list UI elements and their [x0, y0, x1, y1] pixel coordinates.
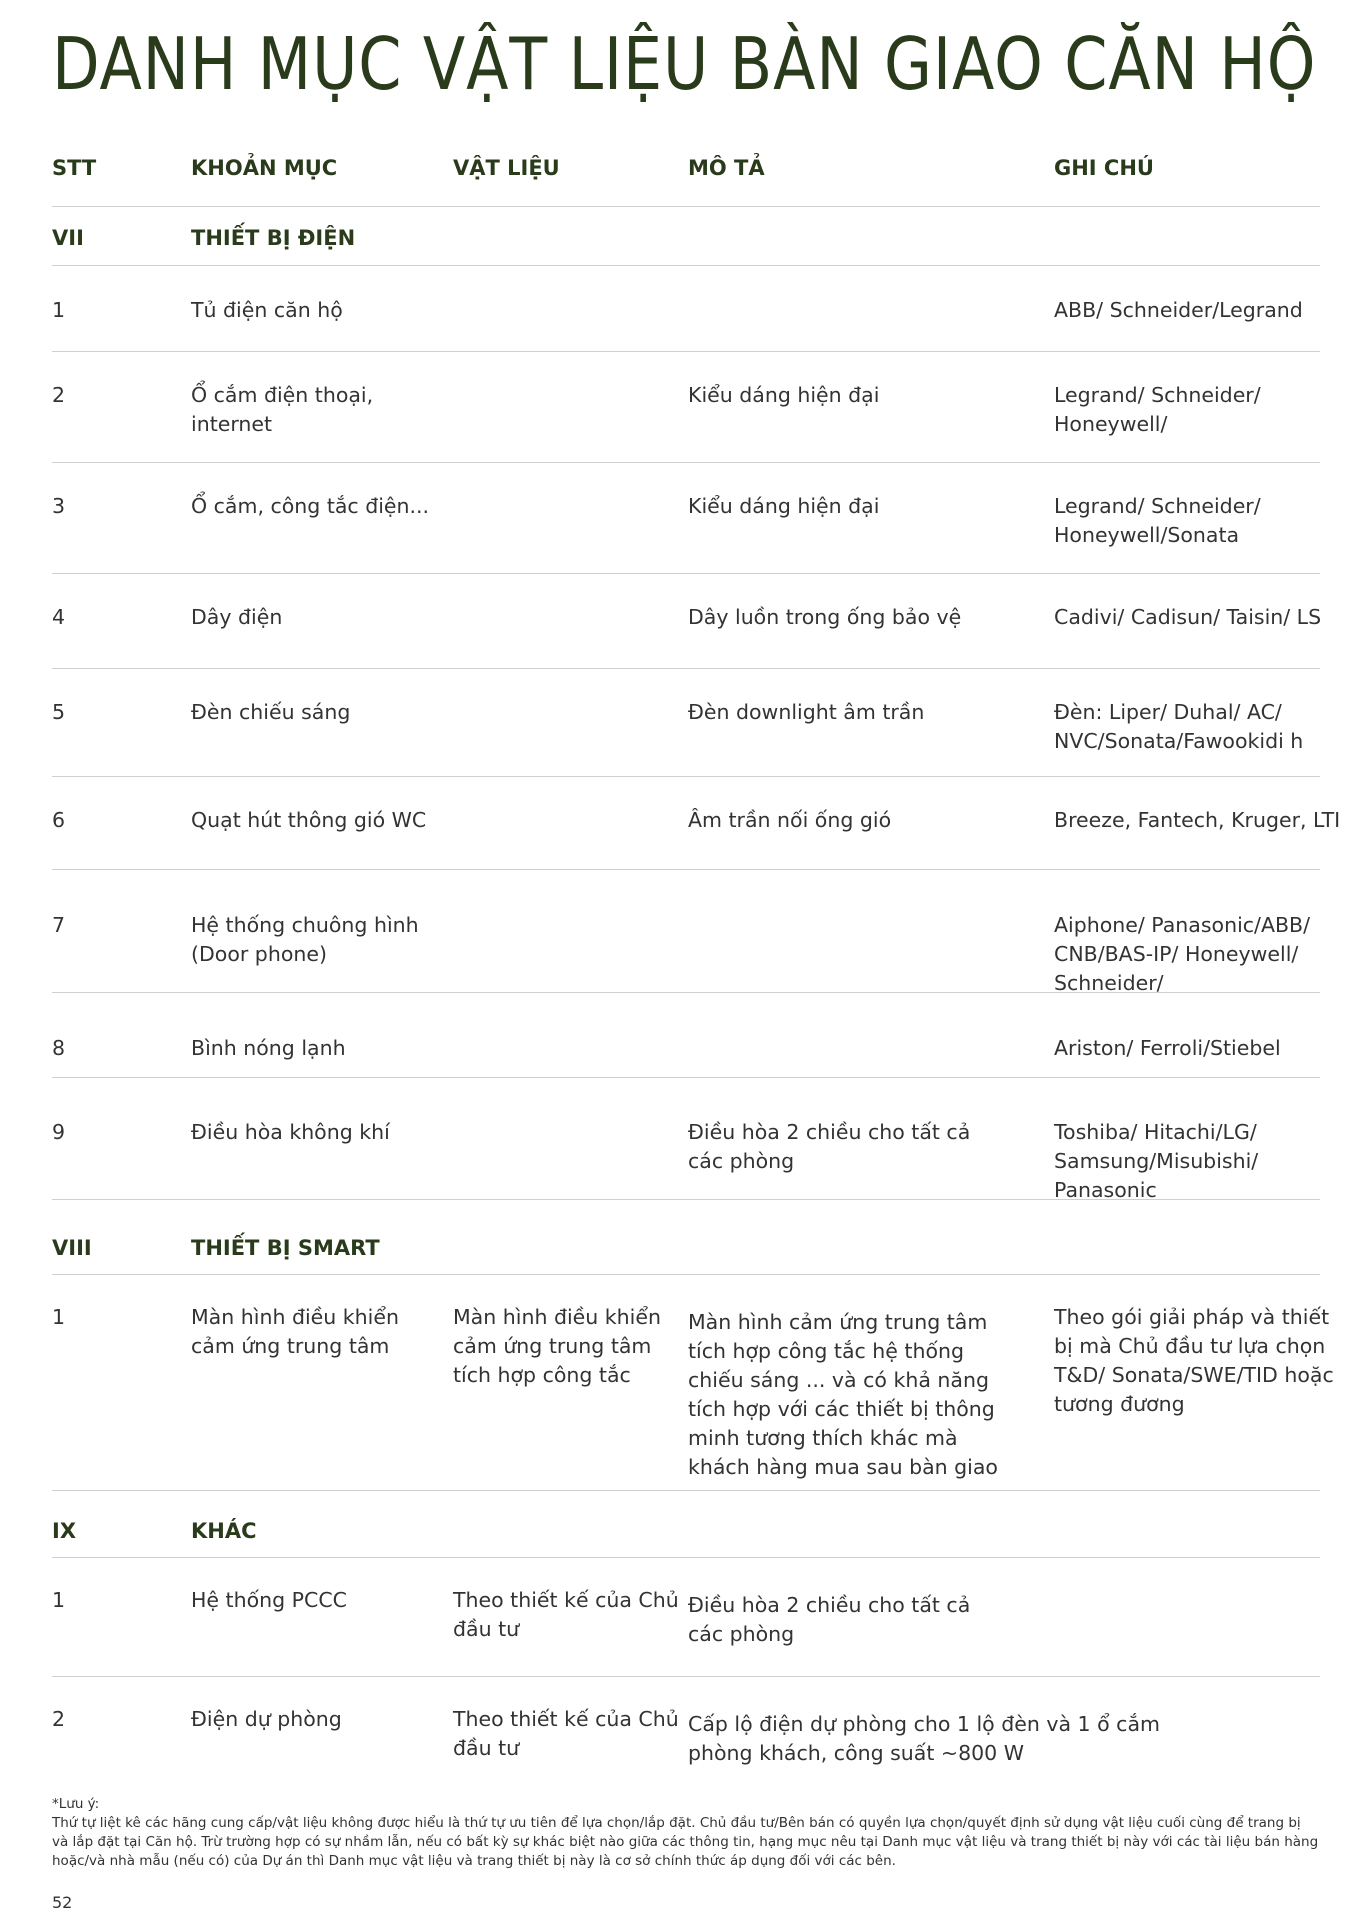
- header-description: MÔ TẢ: [688, 156, 765, 180]
- cell-description: Đèn downlight âm trần: [688, 700, 925, 724]
- row-divider: [52, 573, 1320, 574]
- row-divider: [52, 462, 1320, 463]
- row-divider: [52, 351, 1320, 352]
- cell-note: Ariston/ Ferroli/Stiebel: [1054, 1036, 1281, 1060]
- cell-note: Đèn: Liper/ Duhal/ AC/ NVC/Sonata/Fawookidi h: [1054, 700, 1304, 753]
- cell-note: Legrand/ Schneider/ Honeywell/: [1054, 383, 1261, 436]
- cell-stt: 8: [52, 1036, 66, 1060]
- cell-item: Điều hòa không khí: [191, 1120, 390, 1144]
- cell-material: Theo thiết kế của Chủ đầu tư: [453, 1588, 679, 1641]
- header-stt: STT: [52, 156, 97, 180]
- cell-description: Màn hình cảm ứng trung tâm tích hợp công tắc hệ thống chiếu sáng ... và có khả năng tích hợp với các thiết bị thông minh tương thích khác mà khách hàng mua sau bàn giao: [688, 1310, 998, 1479]
- cell-description: Cấp lộ điện dự phòng cho 1 lộ đèn và 1 ổ cắm phòng khách, công suất ~800 W: [688, 1712, 1160, 1765]
- page-title: DANH MỤC VẬT LIỆU BÀN GIAO CĂN HỘ: [52, 22, 1317, 106]
- cell-stt: 1: [52, 1588, 66, 1612]
- cell-description: Kiểu dáng hiện đại: [688, 494, 880, 518]
- row-divider: [52, 1274, 1320, 1275]
- row-divider: [52, 265, 1320, 266]
- cell-note: Aiphone/ Panasonic/ABB/ CNB/BAS-IP/ Honeywell/ Schneider/: [1054, 913, 1310, 995]
- cell-stt: 1: [52, 298, 66, 322]
- cell-stt: 3: [52, 494, 66, 518]
- cell-stt: 2: [52, 383, 66, 407]
- cell-item: Ổ cắm điện thoại, internet: [191, 383, 374, 436]
- section-title: THIẾT BỊ SMART: [191, 1236, 380, 1260]
- cell-item: Hệ thống PCCC: [191, 1588, 347, 1612]
- cell-note: Breeze, Fantech, Kruger, LTI: [1054, 808, 1341, 832]
- section-title: KHÁC: [191, 1519, 257, 1543]
- header-item: KHOẢN MỤC: [191, 156, 338, 180]
- footnote-label: *Lưu ý:: [52, 1796, 100, 1812]
- cell-note: Legrand/ Schneider/ Honeywell/Sonata: [1054, 494, 1261, 547]
- cell-item: Đèn chiếu sáng: [191, 700, 351, 724]
- section-code: VIII: [52, 1236, 92, 1260]
- row-divider: [52, 1676, 1320, 1677]
- cell-item: Màn hình điều khiển cảm ứng trung tâm: [191, 1305, 399, 1358]
- row-divider: [52, 869, 1320, 870]
- cell-note: Cadivi/ Cadisun/ Taisin/ LS: [1054, 605, 1322, 629]
- section-code: IX: [52, 1519, 77, 1543]
- header-material: VẬT LIỆU: [453, 156, 560, 180]
- row-divider: [52, 206, 1320, 207]
- section-title: THIẾT BỊ ĐIỆN: [191, 226, 356, 250]
- section-code: VII: [52, 226, 84, 250]
- cell-description: Âm trần nối ống gió: [688, 808, 892, 832]
- footnote: [52, 1795, 1320, 1871]
- cell-item: Dây điện: [191, 605, 283, 629]
- row-divider: [52, 1077, 1320, 1078]
- cell-description: Điều hòa 2 chiều cho tất cả các phòng: [688, 1120, 971, 1173]
- cell-description: Kiểu dáng hiện đại: [688, 383, 880, 407]
- cell-item: Hệ thống chuông hình (Door phone): [191, 913, 419, 966]
- cell-stt: 7: [52, 913, 66, 937]
- row-divider: [52, 776, 1320, 777]
- row-divider: [52, 668, 1320, 669]
- cell-note: Toshiba/ Hitachi/LG/ Samsung/Misubishi/ Panasonic: [1054, 1120, 1259, 1202]
- header-note: GHI CHÚ: [1054, 156, 1154, 180]
- cell-item: Điện dự phòng: [191, 1707, 342, 1731]
- row-divider: [52, 1490, 1320, 1491]
- cell-item: Quạt hút thông gió WC: [191, 808, 427, 832]
- cell-material: Màn hình điều khiển cảm ứng trung tâm tích hợp công tắc: [453, 1305, 661, 1387]
- footnote-text: Thứ tự liệt kê các hãng cung cấp/vật liệu không được hiểu là thứ tự ưu tiên để lựa chọn/lắp đặt. Chủ đầu tư/Bên bán có quyền lựa chọn/quyết định sử dụng vật liệu cuối cùng để trang bị và lắp đặt tại Căn hộ. Trừ trường hợp có sự nhầm lẫn, nếu có bất kỳ sự khác biệt nào giữa các thông tin, hạng mục nêu tại Danh mục vật liệu và trang thiết bị này với các tài liệu bán hàng hoặc/và nhà mẫu (nếu có) của Dự án thì Danh mục vật liệu và trang thiết bị này là cơ sở chính thức áp dụng đối với các bên.: [52, 1815, 1319, 1869]
- cell-item: Tủ điện căn hộ: [191, 298, 343, 322]
- cell-description: Điều hòa 2 chiều cho tất cả các phòng: [688, 1593, 971, 1646]
- cell-item: Bình nóng lạnh: [191, 1036, 346, 1060]
- cell-item: Ổ cắm, công tắc điện...: [191, 494, 430, 518]
- cell-note: ABB/ Schneider/Legrand: [1054, 298, 1303, 322]
- cell-stt: 5: [52, 700, 66, 724]
- cell-note: Theo gói giải pháp và thiết bị mà Chủ đầu tư lựa chọn T&D/ Sonata/SWE/TID hoặc tương đương: [1054, 1305, 1334, 1416]
- cell-material: Theo thiết kế của Chủ đầu tư: [453, 1707, 679, 1760]
- cell-stt: 1: [52, 1305, 66, 1329]
- cell-stt: 2: [52, 1707, 66, 1731]
- row-divider: [52, 1557, 1320, 1558]
- cell-description: Dây luồn trong ống bảo vệ: [688, 605, 962, 629]
- cell-stt: 9: [52, 1120, 66, 1144]
- cell-stt: 4: [52, 605, 66, 629]
- cell-stt: 6: [52, 808, 66, 832]
- page-number: 52: [52, 1893, 73, 1912]
